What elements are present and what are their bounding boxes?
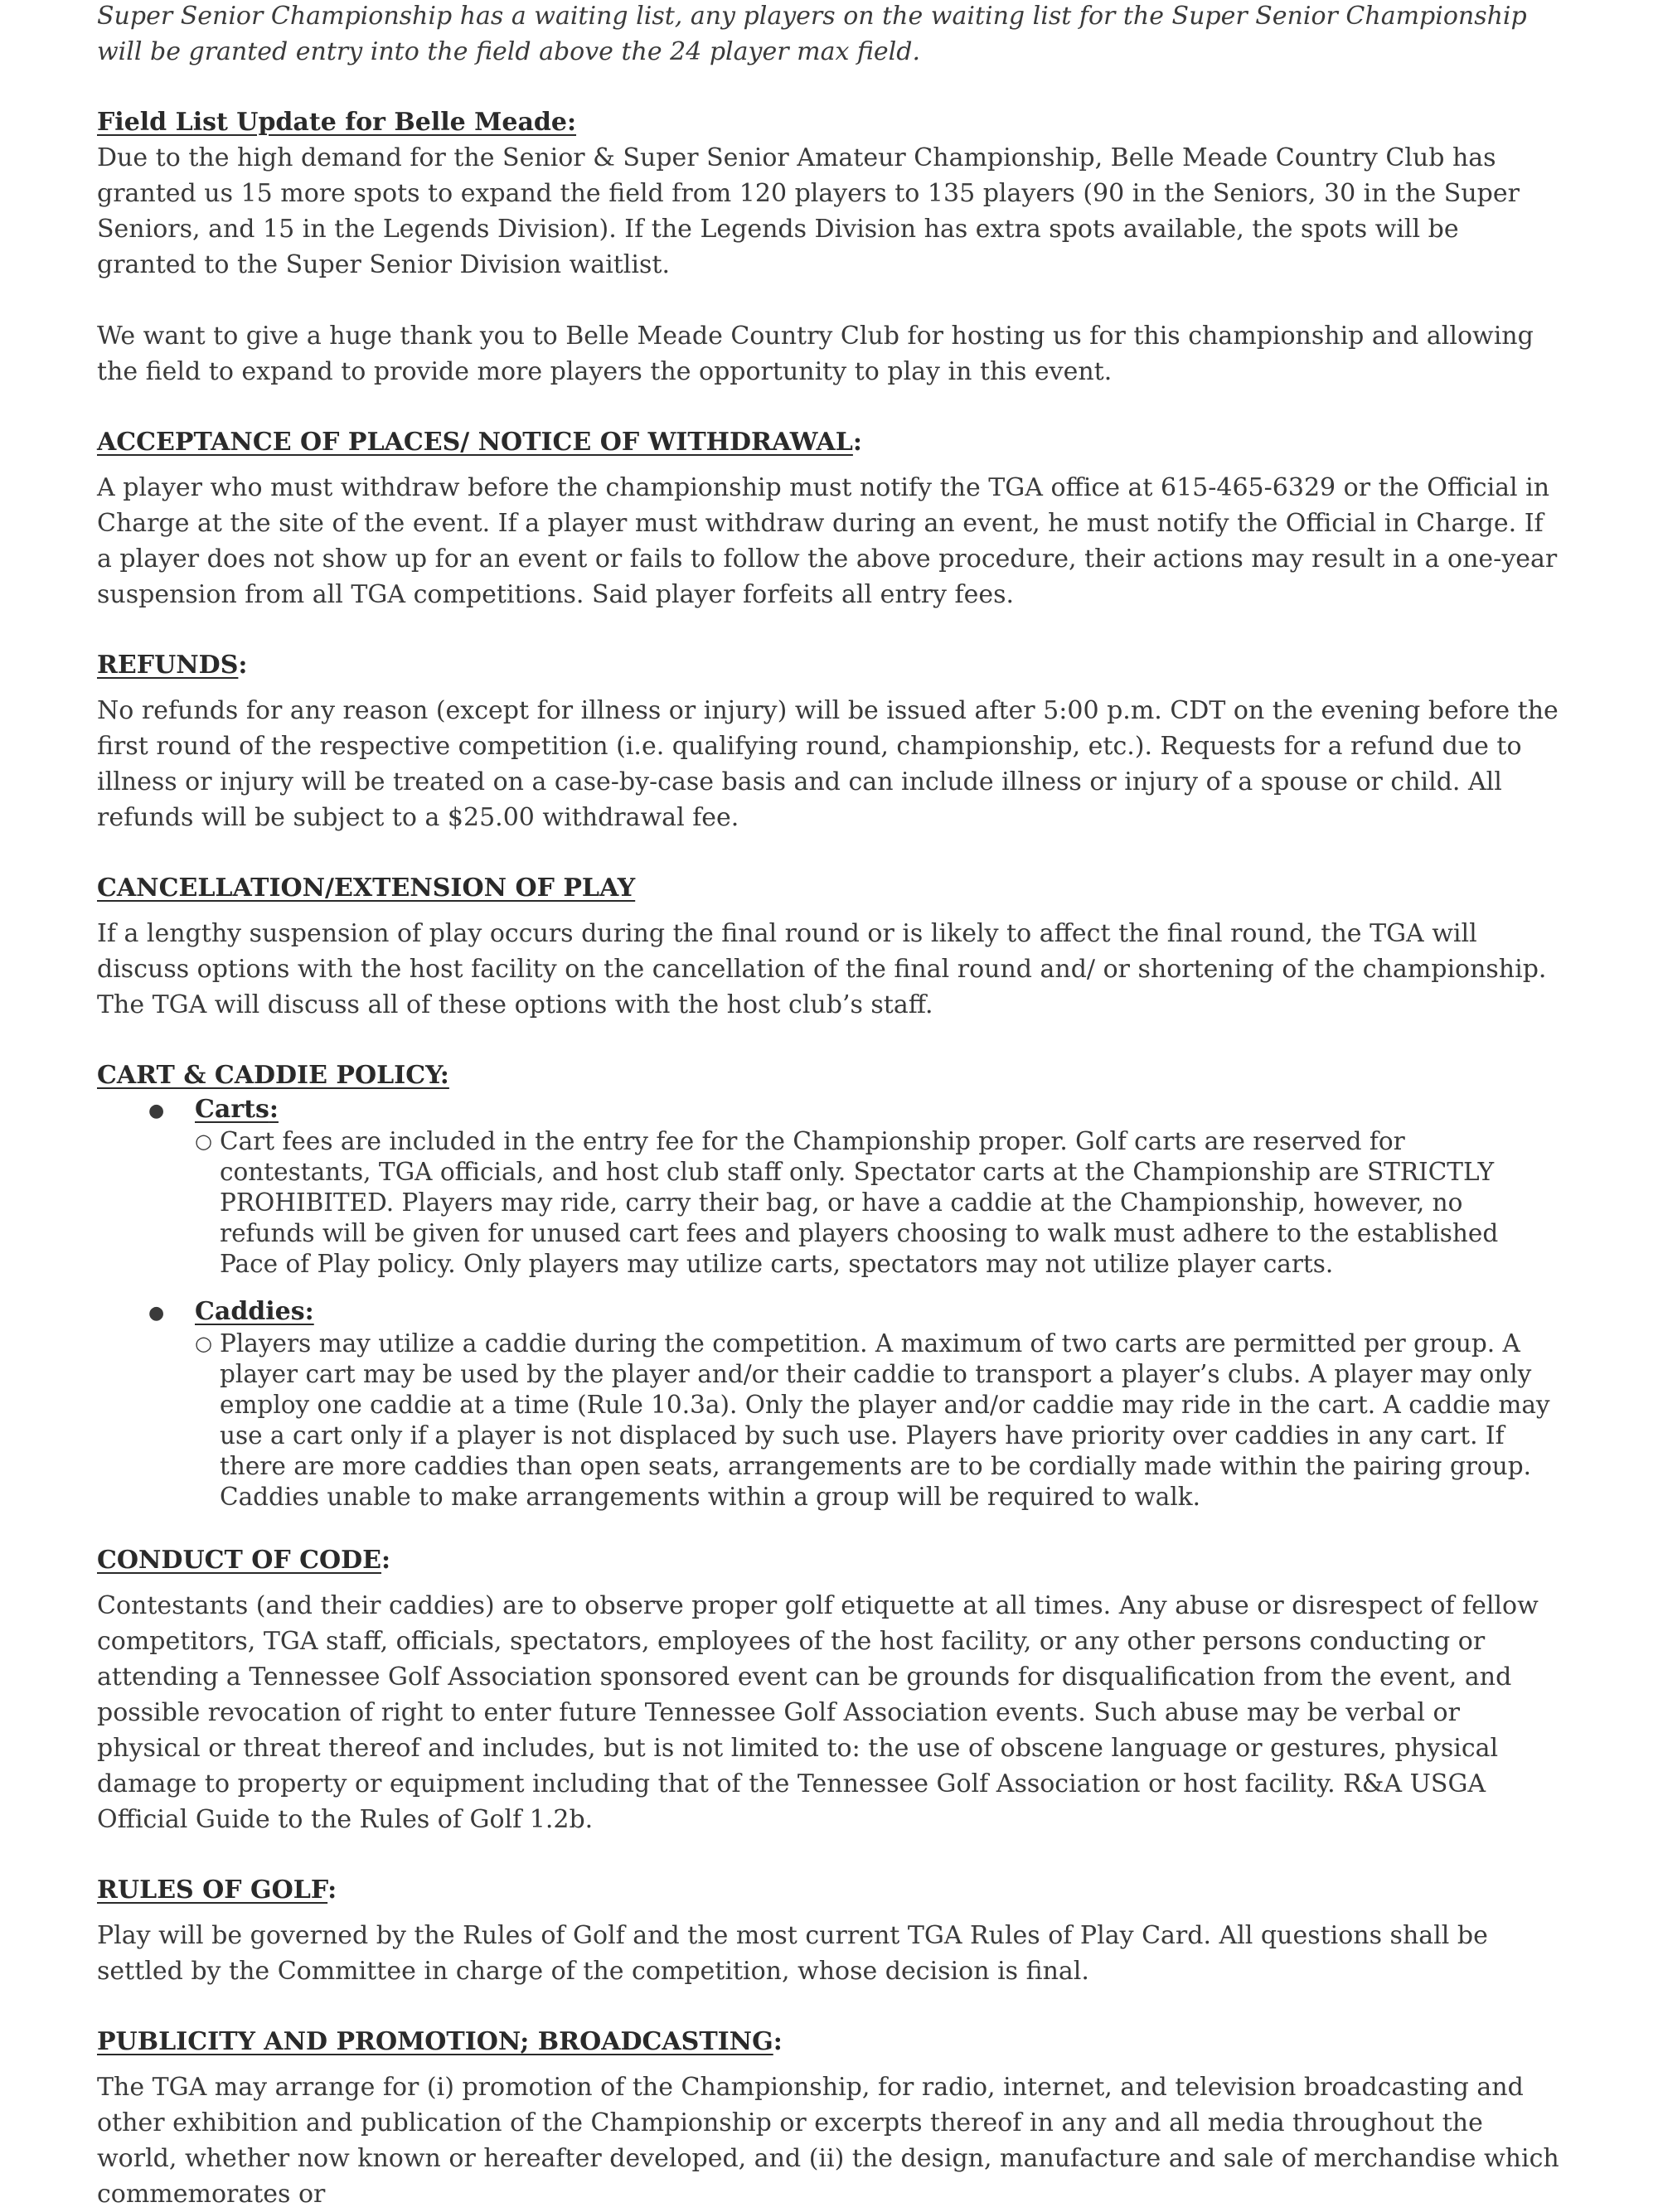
field-list-paragraph-2: We want to give a huge thank you to Belle Meade Country Club for hosting us for this championship and allowing the field to expand to provide more players the opportunity to play in this event. <box>97 322 1534 386</box>
acceptance-section <box>97 424 1563 612</box>
sub-bullet-icon: ○ <box>195 1130 212 1153</box>
conduct-section <box>97 1542 1563 1837</box>
cancellation-heading: CANCELLATION/EXTENSION OF PLAY <box>97 874 636 903</box>
publicity-section <box>97 2024 1563 2212</box>
field-list-heading: Field List Update for Belle Meade: <box>97 108 577 137</box>
cancellation-section <box>97 870 1563 1023</box>
cart-caddie-section <box>97 1058 1563 1513</box>
conduct-heading: CONDUCT OF CODE: <box>97 1546 391 1575</box>
intro-paragraph: Super Senior Championship has a waiting list, any players on the waiting list for the Super Senior Championship will be granted entry into the field above the 24 player max field. <box>97 2 1527 66</box>
carts-text: ○ Cart fees are included in the entry fee for the Championship proper. Golf carts are reserved for contestants, TGA officials, and host club staff only. Spectator carts at the Championship are STRICTLY PROHIBITED. Players may ride, carry their bag, or have a caddie at the Championship, however, no refunds will be given for unused cart fees and players choosing to walk must adhere to the established Pace of Play policy. Only players may utilize carts, spectators may not utilize player carts. <box>195 1127 1499 1278</box>
cart-caddie-heading: CART & CADDIE POLICY: <box>97 1061 449 1090</box>
conduct-paragraph: Contestants (and their caddies) are to observe proper golf etiquette at all times. Any abuse or disrespect of fellow competitors, TGA staff, officials, spectators, employees of the host facility, or any other persons conducting or attending a Tennessee Golf Association sponsored event can be grounds for disqualification from the event, and possible revocation of right to enter future Tennessee Golf Association events. Such abuse may be verbal or physical or threat thereof and includes, but is not limited to: the use of obscene language or gestures, physical damage to property or equipment including that of the Tennessee Golf Association or host facility. R&A USGA Official Guide to the Rules of Golf 1.2b. <box>97 1591 1539 1834</box>
refunds-section <box>97 647 1563 835</box>
refunds-heading: REFUNDS: <box>97 651 248 680</box>
field-list-paragraph-1: Due to the high demand for the Senior & Super Senior Amateur Championship, Belle Meade Country Club has granted us 15 more spots to expand the field from 120 players to 135 players (90 in the Seniors, 30 in the Super Seniors, and 15 in the Legends Division). If the Legends Division has extra spots available, the spots will be granted to the Super Senior Division waitlist. <box>97 143 1520 279</box>
list-item <box>97 1093 1563 1280</box>
bullet-icon: ● <box>148 1303 165 1324</box>
bullet-icon: ● <box>148 1101 165 1121</box>
acceptance-paragraph: A player who must withdraw before the championship must notify the TGA office at 615-465-6329 or the Official in Charge at the site of the event. If a player must withdraw during an event, he must notify the Official in Charge. If a player does not show up for an event or fails to follow the above procedure, their actions may result in a one-year suspension from all TGA competitions. Said player forfeits all entry fees. <box>97 473 1558 609</box>
refunds-paragraph: No refunds for any reason (except for illness or injury) will be issued after 5:00 p.m. CDT on the evening before the first round of the respective competition (i.e. qualifying round, championship, etc.). Requests for a refund due to illness or injury will be treated on a case-by-case basis and can include illness or injury of a spouse or child. All refunds will be subject to a $25.00 withdrawal fee. <box>97 696 1559 832</box>
caddies-text: ○ Players may utilize a caddie during the competition. A maximum of two carts are permitted per group. A player cart may be used by the player and/or their caddie to transport a player’s clubs. A player may only employ one caddie at a time (Rule 10.3a). Only the player and/or caddie may ride in the cart. A caddie may use a cart only if a player is not displaced by such use. Players have priority over caddies in any cart. If there are more caddies than open seats, arrangements are to be cordially made within the pairing group. Caddies unable to make arrangements within a group will be required to walk. <box>195 1329 1550 1511</box>
rules-heading: RULES OF GOLF: <box>97 1876 337 1905</box>
acceptance-heading: ACCEPTANCE OF PLACES/ NOTICE OF WITHDRAWAL: <box>97 428 862 457</box>
rules-paragraph: Play will be governed by the Rules of Golf and the most current TGA Rules of Play Card. All questions shall be settled by the Committee in charge of the competition, whose decision is final. <box>97 1921 1488 1986</box>
field-list-section <box>97 104 1563 390</box>
caddies-label: Caddies: <box>195 1297 314 1326</box>
publicity-paragraph: The TGA may arrange for (i) promotion of the Championship, for radio, internet, and television broadcasting and other exhibition and publication of the Championship or excerpts thereof in any and all media throughout the world, whether now known or hereafter developed, and (ii) the design, manufacture and sale of merchandise which commemorates or <box>97 2073 1559 2209</box>
cancellation-paragraph: If a lengthy suspension of play occurs during the final round or is likely to affect the final round, the TGA will discuss options with the host facility on the cancellation of the final round and/ or shortening of the championship. The TGA will discuss all of these options with the host club’s staff. <box>97 919 1547 1019</box>
carts-label: Carts: <box>195 1095 279 1124</box>
sub-bullet-icon: ○ <box>195 1332 212 1355</box>
document-page <box>97 0 1563 2212</box>
rules-section <box>97 1872 1563 1989</box>
publicity-heading: PUBLICITY AND PROMOTION; BROADCASTING: <box>97 2027 783 2056</box>
cart-caddie-list <box>97 1093 1563 1513</box>
list-item <box>97 1295 1563 1513</box>
